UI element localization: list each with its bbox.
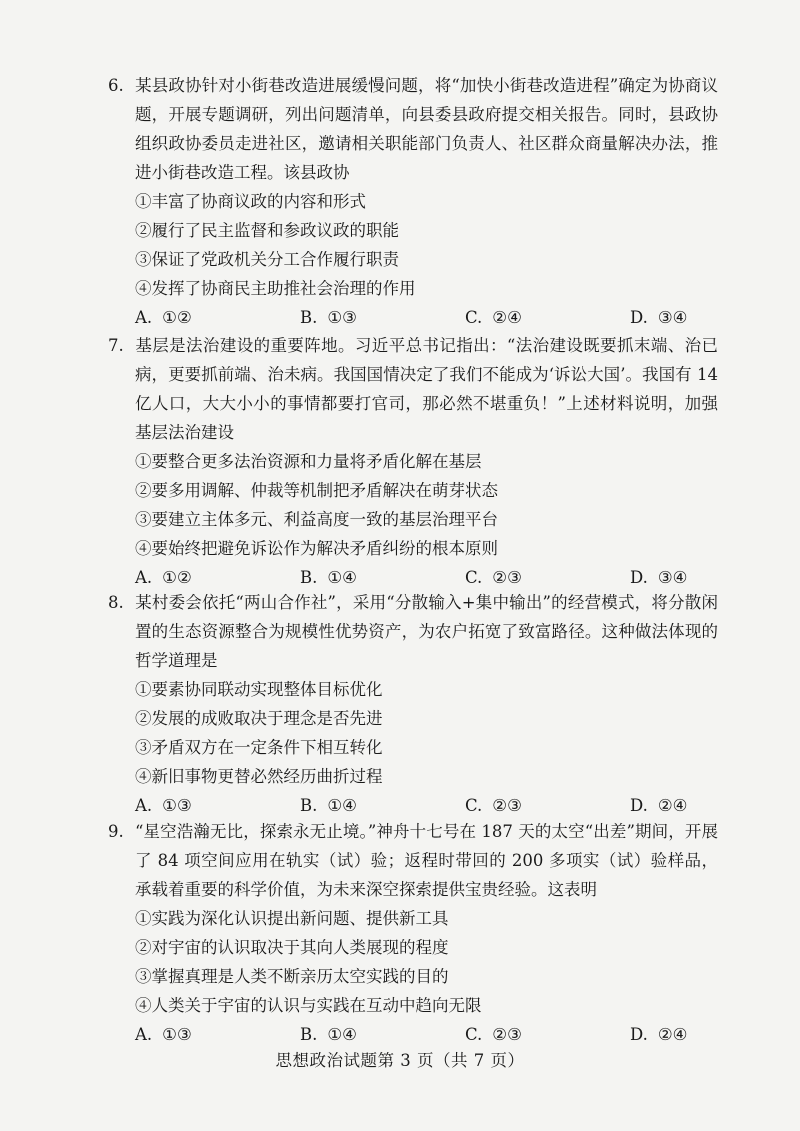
statement-option: ③要建立主体多元、利益高度一致的基层治理平台 xyxy=(135,510,498,529)
choice-b[interactable]: B. ①④ xyxy=(300,568,357,587)
question-number: 9. xyxy=(108,822,124,841)
choice-d[interactable]: D. ②④ xyxy=(630,796,688,815)
statement-option: ①丰富了协商议政的内容和形式 xyxy=(135,192,366,211)
choice-b[interactable]: B. ①④ xyxy=(300,796,357,815)
answer-choices xyxy=(108,1020,718,1049)
choice-d[interactable]: D. ②④ xyxy=(630,1025,688,1044)
statement-option: ①实践为深化认识提出新问题、提供新工具 xyxy=(135,909,449,928)
question-stem xyxy=(108,817,718,904)
choice-a[interactable]: A. ①② xyxy=(135,308,192,327)
question-stem xyxy=(108,331,718,447)
statement-option: ④新旧事物更替必然经历曲折过程 xyxy=(135,767,383,786)
statement-option: ④人类关于宇宙的认识与实践在互动中趋向无限 xyxy=(135,996,482,1015)
question-number: 7. xyxy=(108,336,124,355)
question-stem xyxy=(108,71,718,187)
statement-option: ③掌握真理是人类不断亲历太空实践的目的 xyxy=(135,967,449,986)
choice-d[interactable]: D. ③④ xyxy=(630,568,688,587)
statement-option: ③保证了党政机关分工合作履行职责 xyxy=(135,250,399,269)
statement-option: ②发展的成败取决于理念是否先进 xyxy=(135,709,383,728)
choice-a[interactable]: A. ①③ xyxy=(135,1025,192,1044)
question-number: 6. xyxy=(108,76,124,95)
question-text: “星空浩瀚无比，探索永无止境。”神舟十七号在 187 天的太空“出差”期间，开展了 84 项空间应用在轨实（试）验；返程时带回的 200 多项实（试）验样品，承载着重要的科学价值，为未来深空探索提供宝贵经验。这表明 xyxy=(135,822,718,899)
question-9 xyxy=(108,817,718,1049)
statement-option: ②要多用调解、仲裁等机制把矛盾解决在萌芽状态 xyxy=(135,481,498,500)
question-stem xyxy=(108,588,718,675)
choice-a[interactable]: A. ①③ xyxy=(135,796,192,815)
choice-c[interactable]: C. ②④ xyxy=(465,308,522,327)
statement-option: ①要整合更多法治资源和力量将矛盾化解在基层 xyxy=(135,452,482,471)
page-footer: 思想政治试题第 3 页（共 7 页） xyxy=(275,1051,525,1070)
statement-option: ③矛盾双方在一定条件下相互转化 xyxy=(135,738,383,757)
question-6 xyxy=(108,71,718,332)
choice-d[interactable]: D. ③④ xyxy=(630,308,688,327)
choice-b[interactable]: B. ①③ xyxy=(300,308,357,327)
answer-choices xyxy=(108,303,718,332)
answer-choices xyxy=(108,791,718,820)
question-text: 某县政协针对小街巷改造进展缓慢问题，将“加快小街巷改造进程”确定为协商议题，开展专题调研，列出问题清单，向县委县政府提交相关报告。同时，县政协组织政协委员走进社区，邀请相关职能部门负责人、社区群众商量解决办法，推进小街巷改造工程。该县政协 xyxy=(135,76,718,182)
question-text: 某村委会依托“两山合作社”，采用“分散输入+集中输出”的经营模式，将分散闲置的生态资源整合为规模性优势资产，为农户拓宽了致富路径。这种做法体现的哲学道理是 xyxy=(135,593,718,670)
question-8 xyxy=(108,588,718,820)
choice-c[interactable]: C. ②③ xyxy=(465,796,522,815)
choice-c[interactable]: C. ②③ xyxy=(465,1025,522,1044)
choice-b[interactable]: B. ①④ xyxy=(300,1025,357,1044)
statement-option: ②对宇宙的认识取决于其向人类展现的程度 xyxy=(135,938,449,957)
choice-c[interactable]: C. ②③ xyxy=(465,568,522,587)
question-text: 基层是法治建设的重要阵地。习近平总书记指出：“法治建设既要抓末端、治已病，更要抓前端、治未病。我国国情决定了我们不能成为‘诉讼大国’。我国有 14 亿人口，大大小小的事情都要打官司，那必然不堪重负！”上述材料说明，加强基层法治建设 xyxy=(135,336,718,442)
statement-option: ④发挥了协商民主助推社会治理的作用 xyxy=(135,279,416,298)
question-number: 8. xyxy=(108,593,124,612)
choice-a[interactable]: A. ①② xyxy=(135,568,192,587)
statement-option: ④要始终把避免诉讼作为解决矛盾纠纷的根本原则 xyxy=(135,539,498,558)
statement-option: ①要素协同联动实现整体目标优化 xyxy=(135,680,383,699)
statement-option: ②履行了民主监督和参政议政的职能 xyxy=(135,221,399,240)
question-7 xyxy=(108,331,718,592)
